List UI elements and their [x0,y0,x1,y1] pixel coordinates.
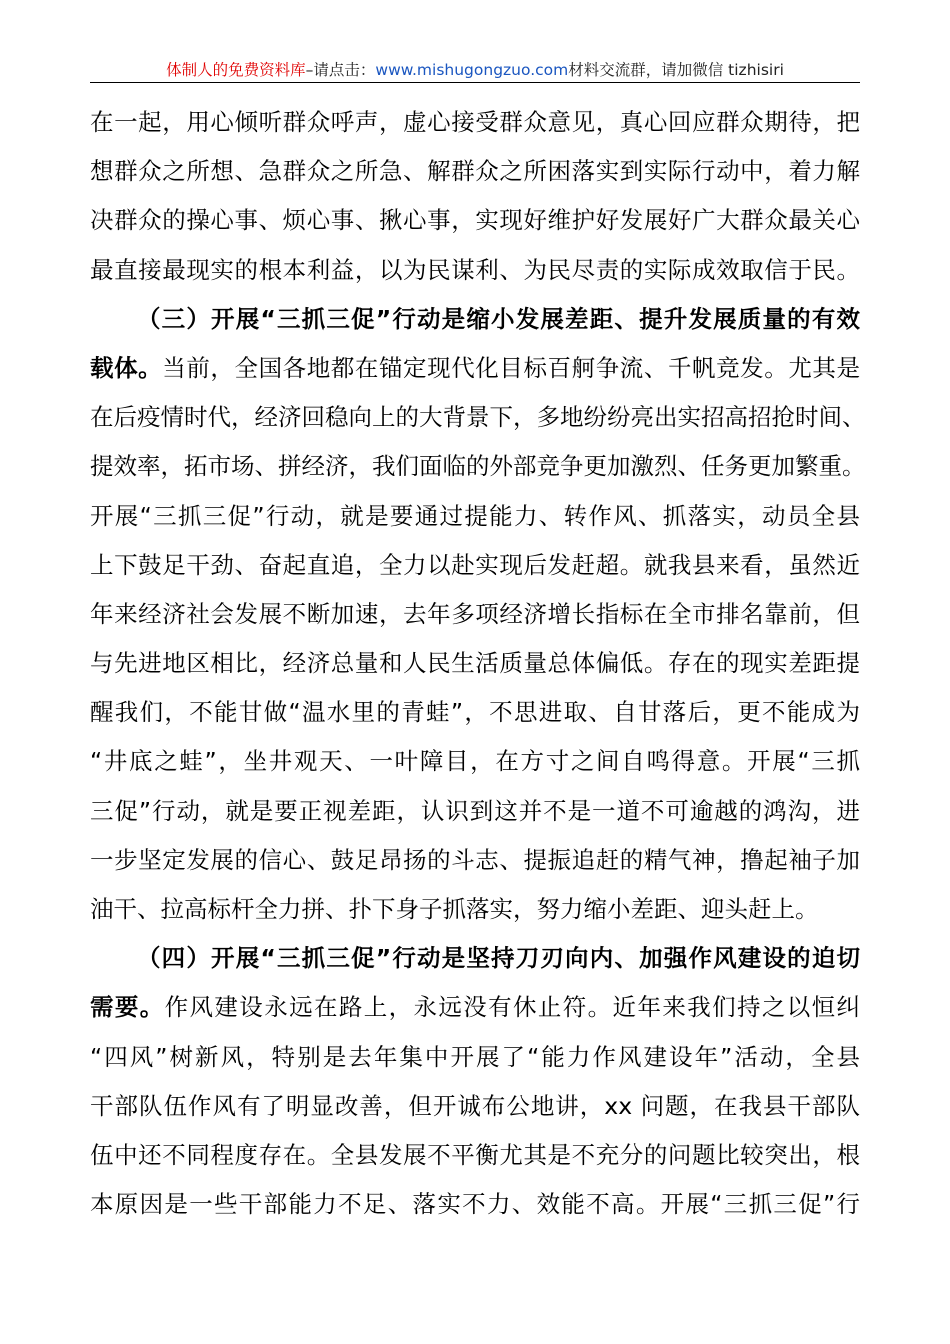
text-line: “井底之蛙”，坐井观天、一叶障目，在方寸之间自鸣得意。开展“三抓 [90,747,860,776]
text-line: 与先进地区相比，经济总量和人民生活质量总体偏低。存在的现实差距提 [90,649,860,678]
text-segment: 作风建设永远在路上，永远没有休止符。近年来我们持之以恒纠 [164,993,861,1022]
header-divider [90,82,860,83]
heading-tail-bold: 载体。 [90,353,163,382]
heading-tail-bold: 需要。 [90,993,165,1022]
text-line: 干部队伍作风有了明显改善，但开诚布公地讲，xx 问题，在我县干部队 [90,1091,860,1120]
text-line: “四风”树新风，特别是去年集中开展了“能力作风建设年”活动，全县 [90,1042,860,1071]
text-line: 油干、拉高标杆全力拼、扑下身子抓落实，努力缩小差距、迎头赶上。 [90,895,819,923]
section-heading-3: （三）开展“三抓三促”行动是缩小发展差距、提升发展质量的有效 [137,304,860,333]
text-line: 上下鼓足干劲、奋起直追，全力以赴实现后发赶超。就我县来看，虽然近 [90,550,860,579]
text-line [90,344,860,393]
text-line: 醒我们，不能甘做“温水里的青蛙”，不思进取、自甘落后，更不能成为 [90,698,860,727]
body-text [90,98,866,1229]
text-line: 在后疫情时代，经济回稳向上的大背景下，多地纷纷亮出实招高招抢时间、 [90,403,866,432]
text-segment: 当前，全国各地都在锚定现代化目标百舸争流、千帆竞发。尤其是 [162,353,861,382]
header-url-link[interactable]: www.mishugongzuo.com [375,61,569,79]
text-line: 提效率，拓市场、拼经济，我们面临的外部竞争更加激烈、任务更加繁重。 [90,452,866,481]
header-site-name: 体制人的免费资料库 [166,61,306,79]
page-header [90,58,860,82]
text-line: 年来经济社会发展不断加速，去年多项经济增长指标在全市排名靠前，但 [90,599,860,628]
header-contact: 材料交流群，请加微信 tizhisiri [568,61,784,79]
text-line: 想群众之所想、急群众之所急、解群众之所困落实到实际行动中，着力解 [90,157,860,186]
text-line: 在一起，用心倾听群众呼声，虚心接受群众意见，真心回应群众期待，把 [90,108,860,136]
text-line: 三促”行动，就是要正视差距，认识到这并不是一道不可逾越的鸿沟，进 [90,796,860,825]
text-line: 最直接最现实的根本利益，以为民谋利、为民尽责的实际成效取信于民。 [90,255,860,284]
text-line: 决群众的操心事、烦心事、揪心事，实现好维护好发展好广大群众最关心 [90,206,860,235]
text-line [90,983,860,1032]
text-line: 开展“三抓三促”行动，就是要通过提能力、转作风、抓落实，动员全县 [90,501,860,530]
header-click-prompt: –请点击： [305,61,376,79]
text-line: 伍中还不同程度存在。全县发展不平衡尤其是不充分的问题比较突出，根 [90,1140,860,1169]
text-line: 一步坚定发展的信心、鼓足昂扬的斗志、提振追赶的精气神，撸起袖子加 [90,845,860,874]
section-heading-4: （四）开展“三抓三促”行动是坚持刀刃向内、加强作风建设的迫切 [137,944,860,973]
text-line: 本原因是一些干部能力不足、落实不力、效能不高。开展“三抓三促”行 [90,1190,860,1219]
